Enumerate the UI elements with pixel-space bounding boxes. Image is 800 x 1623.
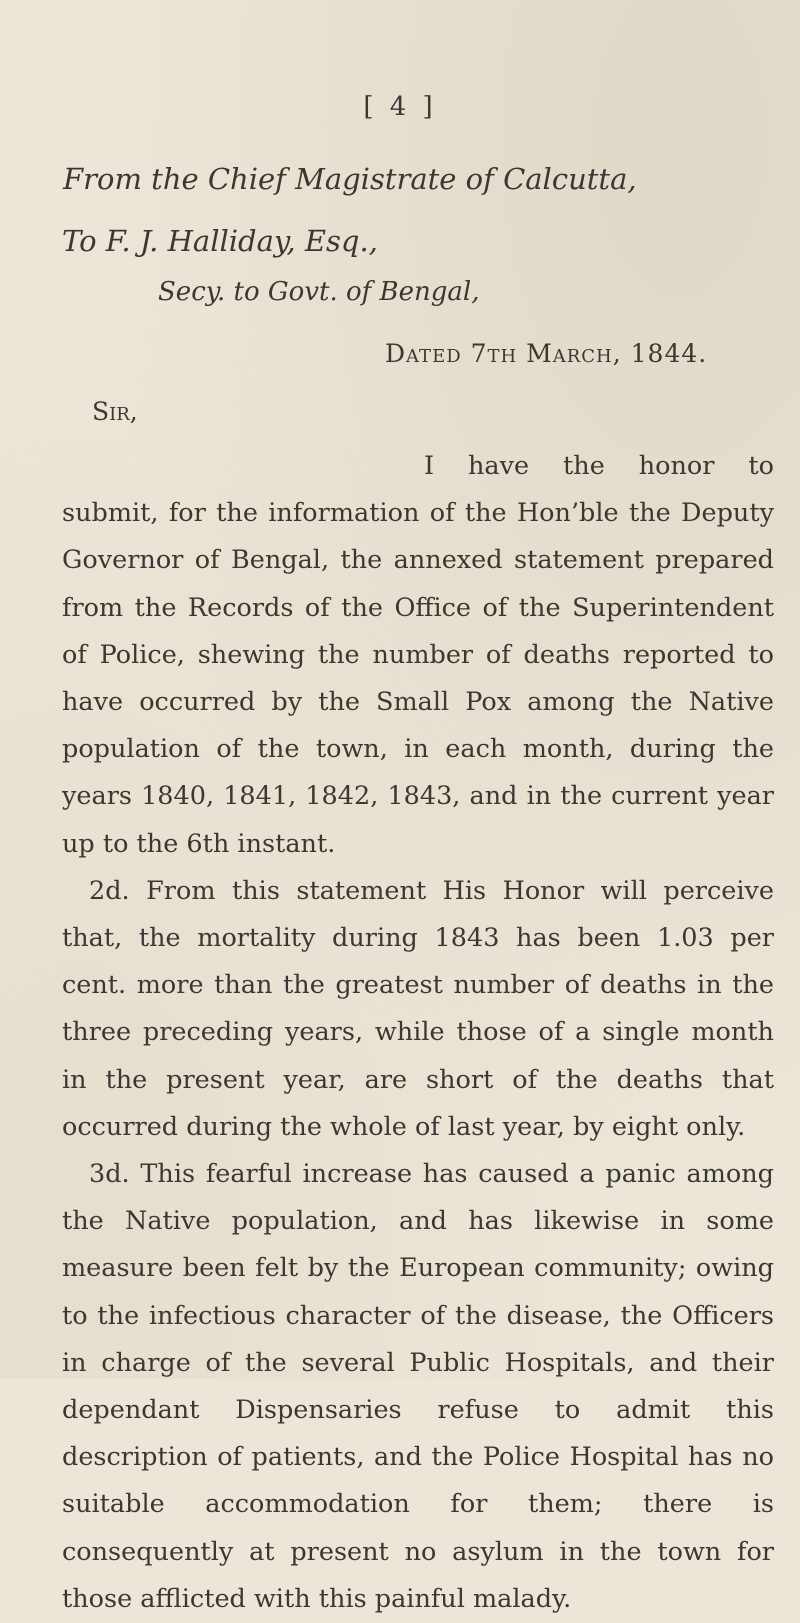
salutation: Sir, bbox=[92, 397, 138, 426]
recipient-title: Secy. to Govt. of Bengal, bbox=[158, 277, 480, 307]
letter-body bbox=[62, 443, 774, 1623]
letter-to-line: To F. J. Halliday, Esq., bbox=[62, 224, 378, 258]
paragraph-2: 2d. From this statement His Honor will perceive that, the mortality during 1843 has been 1.03 per cent. more than the greatest number of deaths in the three preceding years, while those of a single month in the present year, are short of the deaths that occurred during the whole of last year, by eight only. bbox=[62, 875, 774, 1142]
letter-date: Dated 7th March, 1844. bbox=[385, 339, 708, 368]
letter-from-line: From the Chief Magistrate of Calcutta, bbox=[63, 162, 637, 196]
paragraph-3: 3d. This fearful increase has caused a panic among the Native population, and has likewise in some measure been felt by the European community; owing to the infectious character of the disease, the Officers in charge of the several Public Hospitals, and their dependant Dispensaries refuse to admit this description of patients, and the Police Hospital has no suitable accommodation for them; there is consequently at present no asylum in the town for those afflicted with this painful malady. bbox=[62, 1159, 774, 1614]
paragraph-1: I have the honor to submit, for the information of the Hon’ble the Deputy Governor of Bengal, the annexed statement prepared from the Records of the Office of the Superintendent of Police, shewing the number of deaths reported to have occurred by the Small Pox among the Native population of the town, in each month, during the years 1840, 1841, 1842, 1843, and in the current year up to the 6th instant. bbox=[62, 451, 774, 859]
page-number: [ 4 ] bbox=[363, 92, 437, 122]
